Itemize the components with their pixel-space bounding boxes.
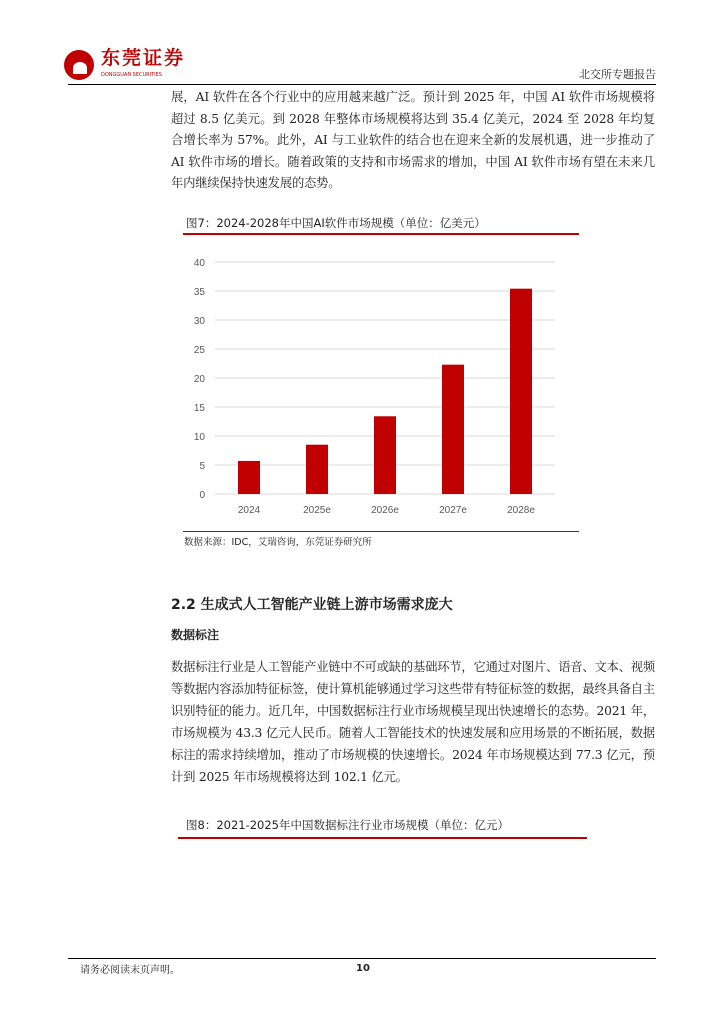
logo-text: 东莞证券: [101, 47, 186, 69]
footer-disclaimer: 请务必阅读末页声明。: [80, 965, 180, 976]
footer-divider: [68, 958, 656, 959]
bar-2027e: [442, 365, 464, 494]
figure8-divider: [178, 837, 587, 839]
subsection-title: 数据标注: [171, 628, 220, 642]
figure7-source: 数据来源：IDC，艾瑞咨询，东莞证券研究所: [184, 537, 372, 548]
y-tick-label: 15: [193, 403, 205, 414]
y-tick-label: 25: [193, 345, 205, 356]
figure7-title: 图7：2024-2028年中国AI软件市场规模（单位：亿美元）: [186, 216, 486, 230]
figure7-bottom-divider: [183, 531, 579, 532]
logo-mark: [73, 62, 87, 74]
y-tick-label: 5: [199, 461, 205, 472]
x-tick-label: 2027e: [439, 505, 467, 516]
bar-2025e: [306, 445, 328, 494]
x-tick-label: 2024: [237, 505, 261, 516]
y-tick-label: 30: [193, 316, 205, 327]
figure8-title: 图8：2021-2025年中国数据标注行业市场规模（单位：亿元）: [186, 818, 509, 832]
bar-2026e: [374, 416, 396, 494]
paragraph-data-labeling: 数据标注行业是人工智能产业链中不可或缺的基础环节，它通过对图片、语音、文本、视频等数据内容添加特征标签，使计算机能够通过学习这些带有特征标签的数据，最终具备自主识别特征的能力。近几年，中国数据标注行业市场规模呈现出快速增长的态势。2021 年，市场规模为 43.3 亿元人民币。随着人工智能技术的快速发展和应用场景的不断拓展，数据标注的需求持续增加，推动了市场规模的快速增长。2024 年市场规模达到 77.3 亿元，预计到 2025 年市场规模将达到 102.1 亿元。: [171, 660, 655, 784]
bar-2028e: [510, 289, 532, 494]
y-tick-label: 10: [193, 432, 205, 443]
logo-subtext: DONGGUAN SECURITIES: [101, 72, 162, 78]
y-tick-label: 35: [193, 287, 205, 298]
report-type: 北交所专题报告: [579, 68, 656, 81]
y-tick-label: 20: [193, 374, 205, 385]
figure7-bar-chart: [183, 240, 579, 530]
x-tick-label: 2025e: [303, 505, 331, 516]
x-tick-label: 2028e: [507, 505, 535, 516]
header-divider: [68, 84, 656, 85]
page-number: 10: [356, 963, 370, 974]
figure7-divider: [183, 233, 579, 235]
y-tick-label: 40: [193, 258, 205, 269]
paragraph-ai-software: 展，AI 软件在各个行业中的应用越来越广泛。预计到 2025 年，中国 AI 软件市场规模将超过 8.5 亿美元。到 2028 年整体市场规模将达到 35.4 亿美元，2024 至 2028 年均复合增长率为 57%。此外，AI 与工业软件的结合也在迎来全新的发展机遇，进一步推动了 AI 软件市场的增长。随着政策的支持和市场需求的增加，中国 AI 软件市场有望在未来几年内继续保持快速发展的态势。: [171, 90, 655, 190]
bar-2024: [238, 461, 260, 494]
x-tick-label: 2026e: [371, 505, 399, 516]
y-tick-label: 0: [199, 490, 205, 501]
section-title: 2.2 生成式人工智能产业链上游市场需求庞大: [171, 597, 453, 613]
